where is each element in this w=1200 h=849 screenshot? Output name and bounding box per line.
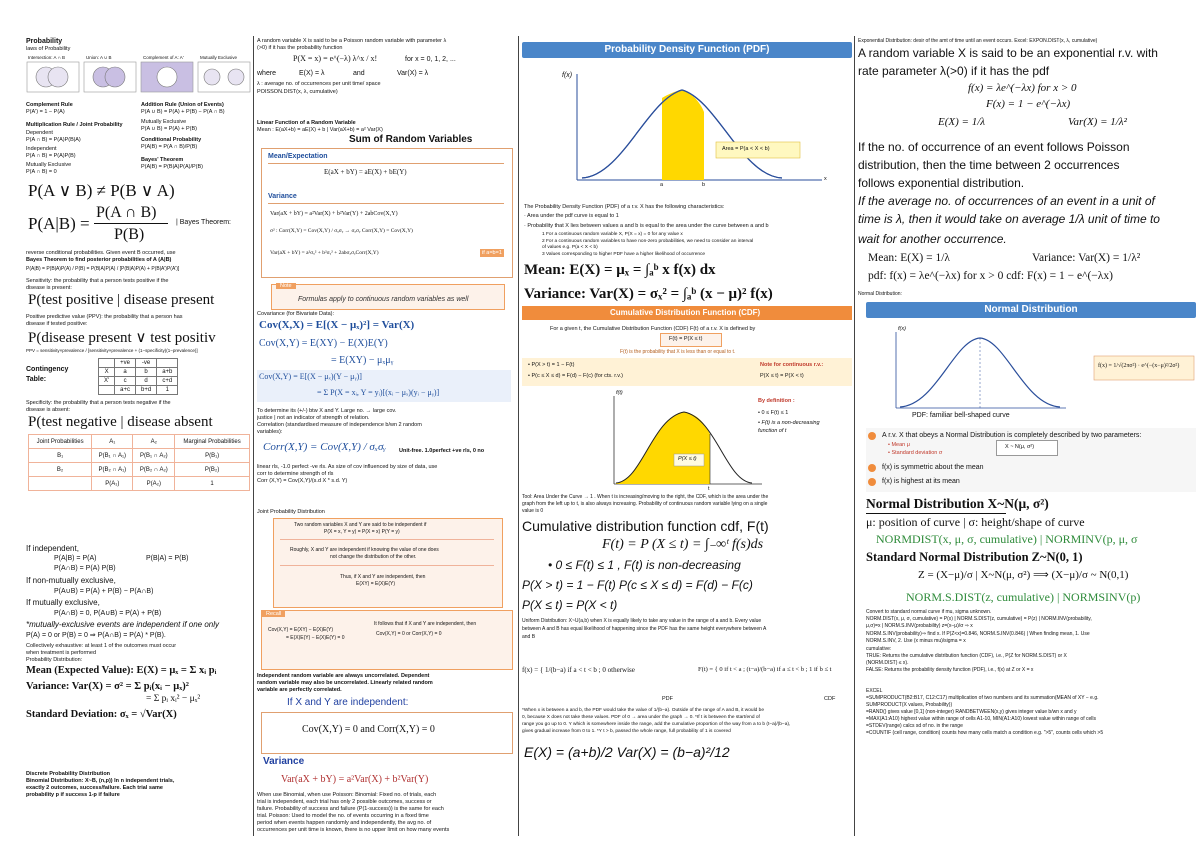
text-line: A random variable X is said to be a Poisson random variable with parameter λ: [257, 38, 447, 44]
formula-specificity: P(test negative | disease absent: [28, 414, 213, 430]
text-line: Normal Distribution:: [858, 291, 902, 297]
text-line: not change the distribution of the other.: [330, 554, 417, 560]
recall-label: Recall: [262, 611, 285, 617]
text-line: where: [257, 70, 277, 77]
text-line: Uniform Distribution: X~U(a,b) when X is equally likely to take any value in the range of a and b. Every value: [522, 618, 762, 624]
text-line: μ,σ)=x | NORM.S.INV(probability) z=(x−μ)/σ ⇒ x: [866, 623, 973, 629]
normal-curve-diagram: [866, 320, 1196, 420]
table-cell: P(B₂ ∩ A₁): [92, 463, 133, 477]
underline: [866, 513, 1006, 514]
venn-label: Union: A ∪ B: [86, 55, 112, 60]
independence-box: [261, 712, 513, 754]
text-line: • Mean μ: [888, 442, 910, 448]
table-cell: P(A₂): [133, 477, 175, 491]
table-cell: P(B₁): [175, 449, 250, 463]
cdf-header: Cumulative Distribution Function (CDF): [610, 308, 761, 317]
formula-cov: Cov(X,X) = E[(X − μₓ)²] = Var(X): [259, 319, 415, 331]
formula: F(t) = P (X ≤ t) = ∫₋∞ᵗ f(s)ds: [602, 537, 764, 552]
table-cell: b: [136, 368, 157, 377]
text-line: Binomial Distribution: X~B, (n,p)) In n independent trials,: [26, 778, 175, 784]
text-line: Mean : E(aX+b) = aE(X) + b | Var(aX+b) = a² Var(X): [257, 127, 383, 133]
text-line: =COUNTIF (cell range, condition) counts how many cells match a condition e.g. ">5", counts cells which >5: [866, 730, 1104, 736]
rule-heading: Multiplication Rule / Joint Probability: [26, 122, 123, 128]
text-line: • 0 ≤ F(t) ≤ 1 , F(t) is non-decreasing: [548, 558, 741, 572]
text-line: (NORM.DIST) ≤ x).: [866, 660, 909, 666]
text-line: Cov(X,Y) = E(XY) − E(X)E(Y): [268, 627, 334, 633]
text-line: EXCEL: [866, 688, 883, 694]
formula-cov: = Σ P(X = xᵢ, Y = yᵢ)[(xᵢ − μₓ)(yᵢ − μᵧ)]: [317, 388, 440, 397]
shaded-area: [662, 90, 704, 180]
text-line: *When x is between a and b, the PDF would take the value of 1/(b−a). Outside of the range of A and B, it would be: [522, 708, 764, 713]
text-line: Note for continuous r.v.:: [760, 362, 824, 368]
text-line: Collectively exhaustive: at least 1 of the outcomes must occur: [26, 643, 177, 649]
text-line: 2 For a continuous random variables to have non-zero probabilities, we need to consider an interval: [542, 239, 754, 244]
text-line: P(B|A) = P(B): [146, 555, 189, 562]
venn-diagrams: [26, 54, 252, 96]
formula: F(x) = 1 − e^(−λx): [986, 98, 1071, 110]
cdf-shaded-area: [616, 412, 710, 484]
text-line: between A and B has equal likelihood of happening since the PDF has the same height everywhere between A: [522, 626, 767, 632]
text-line: P(X ≤ t) = P(X < t): [760, 373, 804, 379]
text-line: disease is present:: [26, 285, 72, 291]
rule-text: P(A|B) = P(A ∩ B)/P(B): [141, 144, 198, 150]
table-cell: Marginal Probabilities: [175, 435, 250, 449]
text-line: disease is absent:: [26, 407, 71, 413]
section-heading: Discrete Probability Distribution: [26, 771, 111, 777]
formula-variance: Variance: Var(X) = σ² = Σ pᵢ(xᵢ − μₓ)²: [26, 681, 189, 692]
table-cell: X: [99, 368, 115, 377]
divider: [268, 203, 504, 204]
condition-tag: if a=b=1: [482, 250, 502, 256]
text-line: For a given t, the Cumulative Distribution Function (CDF) F(t) of a r.v. X is defined by: [550, 326, 756, 332]
text-line: time is λ, then it would take on average 1/λ unit of time to: [858, 212, 1160, 226]
text-line: wait for another occurrence.: [858, 232, 1007, 246]
box-heading: Mean/Expectation: [268, 153, 328, 160]
text-line: (>0) if it has the probability function: [257, 45, 343, 51]
text-line: = E(X)E(Y) − E(X)E(Y) = 0: [286, 635, 345, 641]
contingency-label: Table:: [26, 376, 47, 383]
text-line: F(t) is the probability that X is less than or equal to t.: [620, 349, 736, 355]
venn-label: Mutually Exclusive: [200, 55, 238, 60]
text-line: Bayes Theorem to find posterior probabilities of A (A|B): [26, 257, 172, 263]
text-line: P(X > t) = 1 − F(t) P(c ≤ X ≤ d) = F(d) − F(c): [522, 578, 753, 592]
text-line: Convert to standard normal curve if mu, sigma unknown.: [866, 609, 992, 615]
text-line: reverse conditional probabilities. Given event B occurred, use: [26, 250, 176, 256]
box-heading: Variance: [263, 756, 305, 767]
text-line: • F(t) is a non-decreasing: [758, 420, 820, 426]
text-line: If X and Y are independent:: [287, 697, 409, 708]
rule-text: Independent: [26, 146, 57, 152]
formula: Cov(X,Y) = 0 and Corr(X,Y) = 0: [302, 724, 435, 735]
text-line: Two random variables X and Y are said to be independent if: [294, 522, 427, 528]
poisson-formula: P(X = x) = e^(−λ) λ^x / x!: [293, 54, 378, 63]
formula-uniform-pdf: f(x) = { 1/(b−a) if a < t < b ; 0 otherwise: [522, 666, 635, 674]
formula-sd: Standard Deviation: σₓ = √Var(X): [26, 709, 177, 720]
text-line: corr to determine strength of rls: [257, 471, 334, 477]
text-line: distribution, then the time between 2 occurrences: [858, 158, 1120, 172]
venn-label: Complement of A: A': [143, 55, 184, 60]
text-line: • 0 ≤ F(t) ≤ 1: [758, 410, 789, 416]
text-line: f(x) is symmetric about the mean: [882, 464, 984, 471]
formula: Z = (X−μ)/σ | X~N(μ, σ²) ⟹ (X−μ)/σ ~ N(0,1): [918, 569, 1129, 581]
note-text: Formulas apply to continuous random variables as well: [298, 296, 469, 303]
text-line: range you go up to 0. Y which is somewhere inside the range, add the cumulative proportion of the way from a to b (t−a)/(b−a),: [522, 722, 791, 727]
text-line: Correlation (standardised measure of independence b/wn 2 random: [257, 422, 422, 428]
rule-text: Mutually Exclusive: [141, 119, 187, 125]
formula-conditional-lhs: P(A|B) =: [28, 214, 90, 233]
axis-label: b: [702, 182, 706, 188]
fraction-bar: [94, 223, 168, 224]
text-line: Roughly, X and Y are independent if knowing the value of one does: [290, 547, 439, 553]
text-line: =STDEV(range) calcs sd of no. in the range: [866, 723, 963, 729]
text-line: P(A) = 0 or P(B) = 0 ⇒ P(A∩B) = P(A) * P(B).: [26, 632, 166, 639]
table-cell: P(B₂): [175, 463, 250, 477]
rule-heading: Bayes' Theorem: [141, 157, 184, 163]
text-line: occurrences per unit time is known, there is no upper limit on how many events: [257, 827, 450, 833]
axis-label: x: [824, 176, 827, 182]
formula-corr: Corr(X,Y) = Cov(X,Y) / σₓσᵧ: [263, 441, 386, 453]
formula: Var(aX + bY) = a²Var(X) + b²Var(Y) + 2abCov(X,Y): [270, 211, 398, 217]
text-line: trial. Poisson: Used to model the no. of events occurring in a fixed time: [257, 813, 429, 819]
rule-heading: Complement Rule: [26, 102, 73, 108]
formula-variance-alt: = Σ pᵢ xᵢ² − μₓ²: [146, 694, 201, 704]
text-line: • P(c ≤ X ≤ d) = F(d) − F(c) (for cts. r.v.): [528, 373, 623, 379]
text-line: P(A|B) = P(A): [54, 555, 97, 562]
table-cell: a+c: [115, 386, 136, 395]
text-line: function of t: [758, 428, 787, 434]
text-line: Probability Distribution:: [26, 657, 83, 663]
text-line: period when events happen randomly and independently, the avg no. of: [257, 820, 432, 826]
column-divider: [518, 36, 519, 836]
bell-curve: [900, 338, 1060, 407]
table-cell: P(B₁ ∩ A₁): [92, 449, 133, 463]
text-line: and B: [522, 634, 536, 640]
text-line: value is 0: [522, 508, 544, 514]
table-cell: +ve: [115, 359, 136, 368]
section-heading: Joint Probability Distribution: [257, 509, 325, 515]
text-line: If the average no. of occurrences of an event in a unit of: [858, 194, 1155, 208]
cheat-sheet-page: [10, 36, 1190, 836]
text-line: · Probability that X lies between values a and b is equal to the area under the curve between a and b: [524, 223, 769, 229]
table-cell: P(A₁): [92, 477, 133, 491]
table-cell: -ve: [136, 359, 157, 368]
bullet-icon: [868, 432, 876, 440]
text-line: When use Binomial, when use Poisson: Binomial: Fixed no. of trials, each: [257, 792, 437, 798]
joint-probability-box: [273, 518, 503, 608]
text-line: PDF: familiar bell-shaped curve: [912, 412, 1010, 419]
text-line: If non-mutually exclusive,: [26, 576, 116, 585]
formula: Var(X) = 1/λ²: [1068, 116, 1127, 128]
text-line: Cov(X,Y) = 0 or Corr(X,Y) = 0: [376, 631, 442, 637]
formula-sensitivity: P(test positive | disease present: [28, 292, 215, 308]
pdf-header: Probability Density Function (PDF): [522, 42, 852, 58]
formula: σ² : Corr(X,Y) = Cov(X,Y) / σₓσᵧ → σₓσᵧ Corr(X,Y) = Cov(X,Y): [270, 228, 413, 234]
table-cell: P(B₂ ∩ A₂): [133, 463, 175, 477]
text-line: POISSON.DIST(x, λ, cumulative): [257, 89, 338, 95]
table-cell: b+d: [136, 386, 157, 395]
rule-text: Dependent: [26, 130, 53, 136]
text-line: variables):: [257, 429, 283, 435]
text-line: To determine its (+/-) btw X and Y. Large no. → large cov.: [257, 408, 397, 414]
text-line: Var(X) = λ: [397, 70, 429, 77]
joint-probability-table: [28, 434, 250, 491]
formula-ppv: P(disease present ∨ test positiv: [28, 330, 216, 346]
text-line: λ : average no. of occurrences per unit time/ space: [257, 81, 381, 87]
text-line: =SUMPRODUCT(B2:B17, C12:C17) multiplication of two numbers and its summation(MEAN of XY − e.g.: [866, 695, 1099, 701]
bullet-icon: [868, 464, 876, 472]
text-line: E(XY) = E(X)E(Y): [356, 581, 396, 587]
text-line: P(A∩B) = 0, P(A∪B) = P(A) + P(B): [54, 610, 162, 617]
text-line: Independent random variable are always uncorrelated. Dependent: [257, 673, 430, 679]
note-label: Note: [276, 283, 296, 289]
text-line: random variable may also be uncorrelated. Linearly related random: [257, 680, 433, 686]
column-random-variables: [257, 36, 515, 836]
section-heading: Linear Function of a Random Variable: [257, 120, 356, 126]
column-exponential-normal: [858, 36, 1198, 836]
text-line: TRUE: Returns the cumulative distribution function (CDF), i.e., P(Z for NORM.S.DIST) or X: [866, 653, 1067, 659]
formula-cov: = E(XY) − μₓμᵧ: [331, 355, 394, 366]
venn-intersection-diagram: [27, 62, 79, 92]
rule-text: P(A ∪ B) = P(A) + P(B) − P(A ∩ B): [141, 109, 225, 115]
formula: Var(aX + bY) = a²σₓ² + b²σᵧ² + 2abσₓσᵧCorr(X,Y): [270, 250, 379, 256]
table-cell: B₁: [29, 449, 92, 463]
table-cell: A₂: [133, 435, 175, 449]
section-heading: Covariance (for Bivariate Data):: [257, 311, 335, 317]
table-cell: [99, 359, 115, 368]
text-line: Thus, if X and Y are independent, then: [340, 574, 426, 580]
text-line: The Probability Density Function (PDF) of a r.v. X has the following characteristics:: [524, 204, 725, 210]
text-line: 3 Values corresponding to higher PDF have a higher likelihood of occurrence: [542, 252, 706, 257]
text-line: Sensitivity: the probability that a person tests positive if the: [26, 278, 169, 284]
text-line: · Area under the pdf curve is equal to 1: [524, 213, 619, 219]
text-line: variable are perfectly correlated.: [257, 687, 342, 693]
text-line: 0, because X does not take these values. PDF of 0 → area under the graph → 0. *If t is between the start/end of: [522, 715, 760, 720]
text-line: probability p if success 1-p if failure: [26, 792, 120, 798]
rule-text: P(A ∩ B) = P(A)P(B): [26, 153, 76, 159]
excel-function: NORM.S.DIST(z, cumulative) | NORMSINV(p): [906, 590, 1141, 604]
table-cell: A₁: [92, 435, 133, 449]
note-box: [271, 284, 505, 310]
text-line: A random variable X is said to be an exponential r.v. with: [858, 46, 1158, 60]
text-line: and: [353, 70, 365, 77]
ppv-formula: PPV = sensitivity×prevalence / [sensitivity×prevalence + (1−specificity)(1−prevalence)]: [26, 348, 198, 353]
column-divider: [253, 36, 254, 836]
formula-variance: Variance: Var(X) = 1/λ²: [1032, 252, 1141, 264]
table-cell: d: [136, 377, 157, 386]
venn-union-diagram: [84, 62, 136, 92]
text-line: gives gradual increase from 0 to 1. *Y t > b, passed the whole range, full probability of 1 is covered: [522, 729, 731, 734]
text-line: when treatment is performed: [26, 650, 97, 656]
column-pdf-cdf: [522, 36, 852, 836]
rule-heading: Conditional Probability: [141, 137, 202, 143]
divider: [280, 539, 494, 540]
text-line: Corr (X,Y) = Cov(X,Y)/(s.d X * s.d. Y): [257, 478, 348, 484]
table-cell: [29, 477, 92, 491]
text-line: If the no. of occurrence of an event follows Poisson: [858, 140, 1130, 154]
text-line: exactly 2 outcomes, success/failure. Each trial same: [26, 785, 163, 791]
axis-label: f(t): [616, 390, 623, 396]
formula: E(aX + bY) = aE(X) + bE(Y): [324, 168, 407, 176]
text-line: justice | not an indicator of strength of relation.: [257, 415, 370, 421]
sum-of-random-variables-box: [261, 148, 513, 278]
text-line: Tool: Area Under the Curve → 1 . When t is increasing/moving to the right, the CDF, which is the area under the: [522, 494, 769, 500]
table-cell: 1: [157, 386, 178, 395]
bayes-formula: P(A|B) = P(B|A)P(A) / P(B) = P(B|A)P(A) / [P(B|A)P(A) + P(B|A')P(A')]: [26, 266, 180, 272]
rule-text: Mutually Exclusive: [26, 162, 72, 168]
bayes-label: | Bayes Theorem:: [176, 219, 231, 226]
excel-function: NORMDIST(x, μ, σ, cumulative) | NORMINV(p, μ, σ: [876, 532, 1138, 546]
area-label: Area = P(a < X < b): [722, 146, 770, 152]
text-line: linear rls, -1.0 perfect -ve rls. As size of cov influenced by size of data, use: [257, 464, 438, 470]
text-line: NORM.S.INV(probability)⇒ find x. If P(Z<x)=0.846, NORM.S.INV(0.846) | When finding mean, 1. Use: [866, 631, 1090, 637]
recall-box: [261, 610, 513, 670]
venn-mutually-exclusive-diagram: [198, 62, 250, 92]
table-cell: Joint Probabilities: [29, 435, 92, 449]
text-line: If mutually exclusive,: [26, 598, 100, 607]
section-subtitle: laws of Probability: [26, 46, 71, 52]
venn-label: Intersection: A ∩ B: [28, 55, 66, 60]
text-line: FALSE: Returns the probability density function (PDF), i.e., f(x) at Z or X = x: [866, 667, 1034, 673]
axis-label: a: [660, 182, 664, 188]
text-line: A r.v. X that obeys a Normal Distribution is completely described by two parameters:: [882, 432, 1142, 439]
label: PDF: [662, 696, 673, 702]
formula: X ~ N(μ, σ²): [1005, 444, 1035, 450]
text-line: NORM.S.INV, 2. Use (x minus mu)/sigma = x: [866, 638, 966, 644]
text-line: follows exponential distribution.: [858, 176, 1025, 190]
contingency-label: Contingency: [26, 366, 69, 373]
text-line: =RAND() gives value [0,1] (non-integer) RANDBETWEEN(x,y) gives integer value b/wn x and y: [866, 709, 1077, 715]
standard-normal-title: Standard Normal Distribution Z~N(0, 1): [866, 550, 1083, 564]
venn-complement-diagram: [141, 62, 193, 92]
area-label: P(X ≤ t): [678, 456, 697, 462]
bullet-icon: [868, 478, 876, 486]
text-line: μ: position of curve | σ: height/shape of curve: [866, 515, 1085, 529]
table-cell: c: [115, 377, 136, 386]
formula-uniform-moments: E(X) = (a+b)/2 Var(X) = (b−a)²/12: [524, 744, 730, 760]
text-line: *mutually-exclusive events are independent if one only: [26, 620, 220, 629]
text-line: Specificity: the probability that a person tests negative if the: [26, 400, 171, 406]
text-line: cumulative:: [866, 646, 892, 652]
text-line: P(X = x, Y = y) = P(X = x) P(Y = y): [324, 529, 400, 535]
formula-mean: Mean: E(X) = 1/λ: [868, 252, 950, 264]
divider: [280, 565, 494, 566]
text-line: E(X) = λ: [299, 70, 325, 77]
text-line: P(X ≤ t) = P(X < t): [522, 598, 618, 612]
table-cell: [99, 386, 115, 395]
formula-pdf-cdf: pdf: f(x) = λe^(−λx) for x > 0 cdf: F(x) = 1 − e^(−λx): [868, 270, 1113, 282]
rule-heading: Addition Rule (Union of Events): [141, 102, 224, 108]
text-line: It follows that if X and Y are independent, then: [374, 621, 477, 627]
formula-variance: Variance: Var(X) = σₓ² = ∫ₐᵇ (x − μ)² f(x): [524, 286, 773, 302]
text-line: =MAX(A1:A10) highest value within range of cells A1-10, MIN(A1:A10) lowest value within range of cells: [866, 716, 1096, 722]
cdf-curve-diagram: [522, 388, 852, 492]
normal-title: Normal Distribution X~N(μ, σ²): [866, 496, 1049, 511]
pdf-curve-diagram: [522, 60, 852, 190]
text-line: of values e.g. P(a < X < b): [542, 245, 598, 250]
formula: f(x) = λe^(−λx) for x > 0: [968, 82, 1077, 94]
table-cell: a+b: [157, 368, 178, 377]
axis-label: t: [708, 486, 710, 492]
box-heading: Variance: [268, 193, 297, 200]
table-cell: X': [99, 377, 115, 386]
text-line: • P(X > t) = 1 − F(t): [528, 362, 575, 368]
text-line: P(A∩B) = P(A) P(B): [54, 565, 116, 572]
formula: Var(aX + bY) = a²Var(X) + b²Var(Y): [281, 774, 429, 785]
rule-text: P(A|B) = P(B|A)P(A)/P(B): [141, 164, 203, 170]
text-line: Unit-free. 1.0perfect +ve rls, 0 no: [399, 448, 485, 454]
rule-text: P(A ∪ B) = P(A) + P(B): [141, 126, 197, 132]
text-line: If independent,: [26, 544, 79, 553]
cdf-definition-box: [660, 333, 722, 347]
table-cell: c+d: [157, 377, 178, 386]
section-title: Sum of Random Variables: [349, 134, 473, 145]
table-cell: B₂: [29, 463, 92, 477]
formula-mean: Mean (Expected Value): E(X) = μₓ = Σ xᵢ pᵢ: [26, 665, 217, 676]
text-line: 1 For a continuous random variable X, P(X = x) = 0 for any value x: [542, 232, 683, 237]
rule-text: P(A ∩ B) = P(A)P(B|A): [26, 137, 81, 143]
table-cell: 1: [175, 477, 250, 491]
formula-cov: Cov(X,Y) = E(XY) − E(X)E(Y): [259, 338, 388, 349]
text-line: for x = 0, 1, 2, ...: [405, 56, 456, 63]
normal-header: Normal Distribution: [866, 302, 1196, 318]
table-cell: P(B₁ ∩ A₂): [133, 449, 175, 463]
rule-text: P(A ∩ B) = 0: [26, 169, 57, 175]
text-line: By definition :: [758, 398, 795, 404]
section-title: Probability: [26, 38, 63, 45]
text-line: P(A∪B) = P(A) + P(B) − P(A∩B): [54, 588, 154, 595]
formula-conditional-denominator: P(B): [114, 226, 145, 243]
text-line: disease if tested positive:: [26, 321, 88, 327]
text-line: f(x) is highest at its mean: [882, 478, 960, 485]
text-line: graph from the left up to t, is also always increasing. Probability of continuous random variable lying on a single: [522, 501, 768, 507]
contingency-table: [98, 358, 178, 395]
text-line: SUMPRODUCT(X values, Probability)): [866, 702, 953, 708]
formula-cov: Cov(X,Y) = E[(X − μₓ)(Y − μᵧ)]: [259, 372, 362, 381]
text-line: trial is independent, each trial has only 2 possible outcomes, success or: [257, 799, 432, 805]
formula-uniform-cdf: F(t) = { 0 if t < a ; (t−a)/(b−a) if a ≤ t < b ; 1 if b ≤ t: [698, 666, 832, 673]
column-probability: [26, 36, 253, 836]
formula: f(x) = 1/√(2πσ²) · e^(−(x−μ)²/2σ²): [1098, 363, 1180, 369]
divider: [268, 163, 504, 164]
text-line: NORM.DIST(x, μ, σ, cumulative) = P(x) | NORM.S.DIST(z, cumulative) = P(z) | NORM.INV(probability,: [866, 616, 1092, 622]
axis-label: f(x): [562, 72, 573, 79]
text-line: • Standard deviation σ: [888, 450, 943, 456]
axis-label: f(x): [898, 326, 906, 332]
table-cell: a: [115, 368, 136, 377]
formula: E(X) = 1/λ: [938, 116, 986, 128]
formula-big: P(A ∨ B) ≠ P(B ∨ A): [28, 181, 175, 200]
notation-box: [996, 440, 1058, 456]
rule-text: P(A') = 1 − P(A): [26, 109, 65, 115]
formula-mean: Mean: E(X) = μₓ = ∫ₐᵇ x f(x) dx: [524, 262, 716, 278]
label: CDF: [824, 696, 836, 702]
formula: F(t) = P(X ≤ t): [669, 336, 703, 342]
formula-conditional-numerator: P(A ∩ B): [96, 204, 157, 221]
text-line: rate parameter λ(>0) if it has the pdf: [858, 64, 1050, 78]
column-divider: [854, 36, 855, 836]
text-line: Positive predictive value (PPV): the probability that a person has: [26, 314, 183, 320]
text-line: failure. Probability of success and failure (P(1-success)) is the same for each: [257, 806, 444, 812]
text-line: Exponential Distribution: desir of the amt of time until an event occurs. Excel: EXPON.DIST(x, λ, cumulative): [858, 38, 1098, 44]
table-cell: [157, 359, 178, 368]
cdf-title: Cumulative distribution function cdf, F(t): [522, 518, 769, 534]
